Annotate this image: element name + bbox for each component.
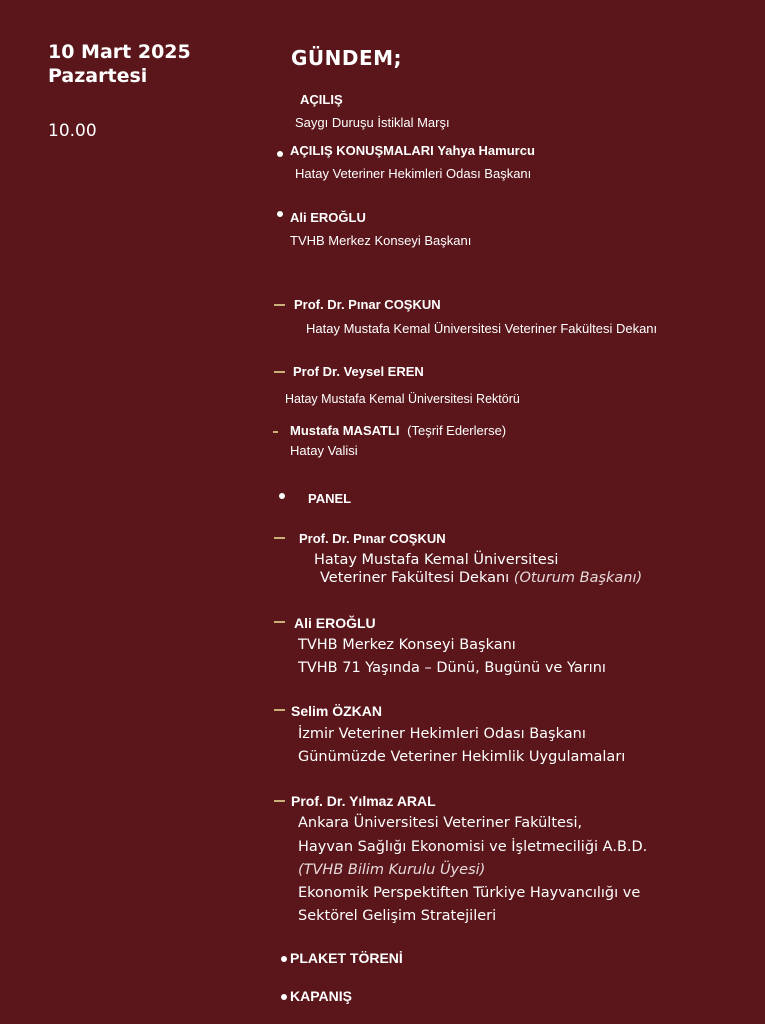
dash-marker-icon <box>274 709 285 711</box>
panelist-name: Prof. Dr. Pınar COŞKUN <box>299 531 446 546</box>
speeches-heading: AÇILIŞ KONUŞMALARI <box>290 143 434 158</box>
panelist-role: (Oturum Başkanı) <box>513 570 643 586</box>
dash-marker-icon <box>273 431 278 433</box>
panelist-line: Ankara Üniversitesi Veteriner Fakültesi, <box>298 815 583 831</box>
event-time: 10.00 <box>48 121 97 141</box>
speaker-name: Ali EROĞLU <box>290 210 366 225</box>
speaker-title: TVHB Merkez Konseyi Başkanı <box>290 233 472 248</box>
event-date <box>48 40 191 88</box>
panelist-line-row <box>320 570 642 586</box>
plaque-ceremony: PLAKET TÖRENİ <box>290 950 403 966</box>
bullet-icon <box>281 994 287 1000</box>
panelist-line: İzmir Veteriner Hekimleri Odası Başkanı <box>298 726 586 742</box>
opening-line: Saygı Duruşu İstiklal Marşı <box>295 115 450 130</box>
day-text: Pazartesi <box>48 65 148 87</box>
panelist-topic: Günümüzde Veteriner Hekimlik Uygulamaları <box>298 749 626 765</box>
panelist-topic: TVHB 71 Yaşında – Dünü, Bugünü ve Yarını <box>298 660 606 676</box>
dash-marker-icon <box>274 621 285 623</box>
panelist-name: Prof. Dr. Yılmaz ARAL <box>291 793 436 809</box>
agenda-title: GÜNDEM; <box>291 46 403 70</box>
opening-heading: AÇILIŞ <box>300 92 343 107</box>
speaker-name: Mustafa MASATLI <box>290 423 400 438</box>
dash-marker-icon <box>274 304 285 306</box>
bullet-icon <box>277 151 283 157</box>
bullet-icon <box>281 956 287 962</box>
panel-heading: PANEL <box>308 491 352 506</box>
speaker-note: (Teşrif Ederlerse) <box>407 423 507 438</box>
panelist-line: Hatay Mustafa Kemal Üniversitesi <box>314 552 559 568</box>
speaker-row <box>290 423 506 438</box>
panelist-line: TVHB Merkez Konseyi Başkanı <box>298 637 516 653</box>
panelist-role: (TVHB Bilim Kurulu Üyesi) <box>298 862 486 878</box>
speaker-title: Hatay Valisi <box>290 443 358 458</box>
dash-marker-icon <box>274 800 285 802</box>
panelist-topic: Ekonomik Perspektiften Türkiye Hayvancılığı ve <box>298 885 641 901</box>
panelist-name: Selim ÖZKAN <box>291 703 383 719</box>
panelist-name: Ali EROĞLU <box>294 615 376 631</box>
dash-marker-icon <box>274 537 285 539</box>
closing-item: KAPANIŞ <box>290 988 352 1004</box>
speech-heading-row <box>290 143 535 158</box>
dash-marker-icon <box>274 371 285 373</box>
panelist-line: Hayvan Sağlığı Ekonomisi ve İşletmeciliği A.B.D. <box>298 839 648 855</box>
panelist-topic: Sektörel Gelişim Stratejileri <box>298 908 497 924</box>
speaker-name: Prof. Dr. Pınar COŞKUN <box>294 297 441 312</box>
speaker-title: Hatay Mustafa Kemal Üniversitesi Rektörü <box>285 392 520 406</box>
speaker-title: Hatay Mustafa Kemal Üniversitesi Veteriner Fakültesi Dekanı <box>306 321 658 336</box>
bullet-icon <box>279 493 285 499</box>
speaker-name: Prof Dr. Veysel EREN <box>293 364 424 379</box>
bullet-icon <box>277 211 283 217</box>
date-text: 10 Mart 2025 <box>48 41 191 63</box>
speaker-title: Hatay Veteriner Hekimleri Odası Başkanı <box>295 166 532 181</box>
panelist-line: Veteriner Fakültesi Dekanı <box>320 570 510 586</box>
speaker-name: Yahya Hamurcu <box>437 143 535 158</box>
